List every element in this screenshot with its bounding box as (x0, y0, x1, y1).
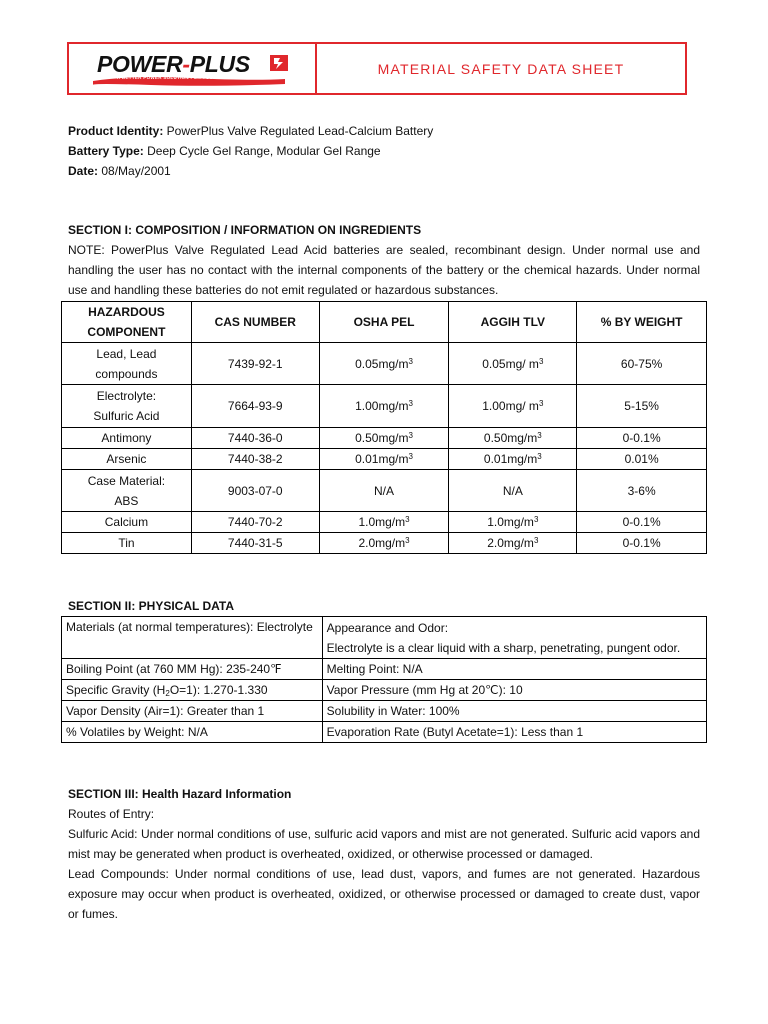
cell-melting-point: Melting Point: N/A (322, 659, 706, 680)
cell-aggih: N/A (449, 470, 577, 512)
cell-specific-gravity: Specific Gravity $(H_2O=1)$: 1.270-1.330 (62, 680, 323, 701)
logo-tagline: A BETTER POWER SOLUTION FOR YOUR APPLICATIONS (117, 75, 255, 80)
cell-weight: 0-0.1% (577, 533, 707, 554)
date-line: Date: 08/May/2001 (68, 164, 171, 178)
table-row (62, 533, 707, 554)
cell-osha: $1.0mg/m^3$ (319, 512, 449, 533)
cell-boiling-point: Boiling Point (at 760 MM Hg): 235-240℉ (62, 659, 323, 680)
product-identity-line: Product Identity: PowerPlus Valve Regulated Lead-Calcium Battery (68, 124, 434, 138)
section-2-heading: SECTION II: PHYSICAL DATA (68, 599, 235, 613)
table-row (62, 701, 707, 722)
cell-component: Tin (62, 533, 192, 554)
lead-compounds-paragraph: Lead Compounds: Under normal conditions of use, lead dust, vapors, and fumes are not generated. Hazardous exposure may occur when product is overheated, oxidized, or otherwise processed or damaged to create dust, vapor or fumes. (68, 867, 700, 921)
cell-cas: 7440-38-2 (191, 449, 319, 470)
cell-vapor-pressure: Vapor Pressure (mm Hg at 20℃): 10 (322, 680, 706, 701)
cell-osha: $2.0mg/m^3$ (319, 533, 449, 554)
col-header-weight: % BY WEIGHT (577, 302, 707, 343)
cell-osha: $1.00mg/m^3$ (319, 385, 449, 428)
cell-component: Electrolyte: Sulfuric Acid (62, 385, 192, 428)
col-header-osha: OSHA PEL (319, 302, 449, 343)
cell-weight: 0.01% (577, 449, 707, 470)
cell-osha: N/A (319, 470, 449, 512)
logo-wordmark: POWER-PLUS (97, 51, 250, 77)
cell-osha: $0.01mg/m^3$ (319, 449, 449, 470)
section-3 (68, 784, 700, 924)
table-row (62, 385, 707, 428)
document-title: MATERIAL SAFETY DATA SHEET (377, 60, 625, 77)
cell-aggih: 0.05mg/ $m^3$ (449, 343, 577, 385)
col-header-aggih: AGGIH TLV (449, 302, 577, 343)
cell-vapor-density: Vapor Density (Air=1): Greater than 1 (62, 701, 323, 722)
sulfuric-acid-paragraph: Sulfuric Acid: Under normal conditions of use, sulfuric acid vapors and mist are not generated. Sulfuric acid vapors and mist may be generated when product is overheated, oxidized, or otherwise processed or damaged. (68, 827, 700, 861)
physical-data-table (61, 616, 707, 743)
table-row (62, 617, 707, 659)
table-row (62, 470, 707, 512)
cell-cas: 7440-70-2 (191, 512, 319, 533)
cell-weight: 3-6% (577, 470, 707, 512)
ingredients-table (61, 301, 707, 554)
cell-component: Case Material: ABS (62, 470, 192, 512)
routes-of-entry: Routes of Entry: (68, 807, 155, 821)
battery-type-line: Battery Type: Deep Cycle Gel Range, Modular Gel Range (68, 144, 381, 158)
table-row (62, 512, 707, 533)
table-row (62, 343, 707, 385)
cell-solubility: Solubility in Water: 100% (322, 701, 706, 722)
cell-cas: 7440-31-5 (191, 533, 319, 554)
section-2-title (68, 596, 700, 616)
cell-aggih: $0.50mg/m^3$ (449, 428, 577, 449)
section-1-title: SECTION I: COMPOSITION / INFORMATION ON INGREDIENTS (68, 223, 422, 237)
section-1-note: NOTE: PowerPlus Valve Regulated Lead Acid batteries are sealed, recombinant design. Under normal use and handling the user has no contact with the internal components of the battery or the chemical hazards. Under normal use and handling these batteries do not emit regulated or hazardous substances. (68, 243, 700, 297)
cell-weight: 60-75% (577, 343, 707, 385)
cell-cas: 9003-07-0 (191, 470, 319, 512)
col-header-component: HAZARDOUS COMPONENT (62, 302, 192, 343)
cell-aggih: 1.00mg/ $m^3$ (449, 385, 577, 428)
section-1 (68, 220, 700, 300)
cell-aggih: $1.0mg/m^3$ (449, 512, 577, 533)
table-row (62, 449, 707, 470)
table-row (62, 428, 707, 449)
table-header-row (62, 302, 707, 343)
cell-weight: 5-15% (577, 385, 707, 428)
table-row (62, 722, 707, 743)
cell-osha: $0.05mg/m^3$ (319, 343, 449, 385)
cell-cas: 7440-36-0 (191, 428, 319, 449)
cell-cas: 7664-93-9 (191, 385, 319, 428)
cell-evaporation-rate: Evaporation Rate (Butyl Acetate=1): Less than 1 (322, 722, 706, 743)
table-row (62, 659, 707, 680)
lightning-bolt-icon (270, 55, 288, 71)
cell-materials: Materials (at normal temperatures): Electrolyte (62, 617, 323, 659)
section-3-title: SECTION III: Health Hazard Information (68, 787, 292, 801)
cell-aggih: $0.01mg/m^3$ (449, 449, 577, 470)
cell-component: Calcium (62, 512, 192, 533)
cell-volatiles: % Volatiles by Weight: N/A (62, 722, 323, 743)
table-row (62, 680, 707, 701)
cell-aggih: $2.0mg/m^3$ (449, 533, 577, 554)
cell-component: Lead, Lead compounds (62, 343, 192, 385)
cell-cas: 7439-92-1 (191, 343, 319, 385)
cell-weight: 0-0.1% (577, 428, 707, 449)
cell-component: Arsenic (62, 449, 192, 470)
cell-weight: 0-0.1% (577, 512, 707, 533)
product-info (68, 121, 433, 181)
cell-osha: $0.50mg/m^3$ (319, 428, 449, 449)
col-header-cas: CAS NUMBER (191, 302, 319, 343)
cell-component: Antimony (62, 428, 192, 449)
document-header (67, 42, 687, 95)
cell-appearance: Appearance and Odor: Electrolyte is a clear liquid with a sharp, penetrating, pungent odor. (322, 617, 706, 659)
company-logo (69, 44, 317, 93)
